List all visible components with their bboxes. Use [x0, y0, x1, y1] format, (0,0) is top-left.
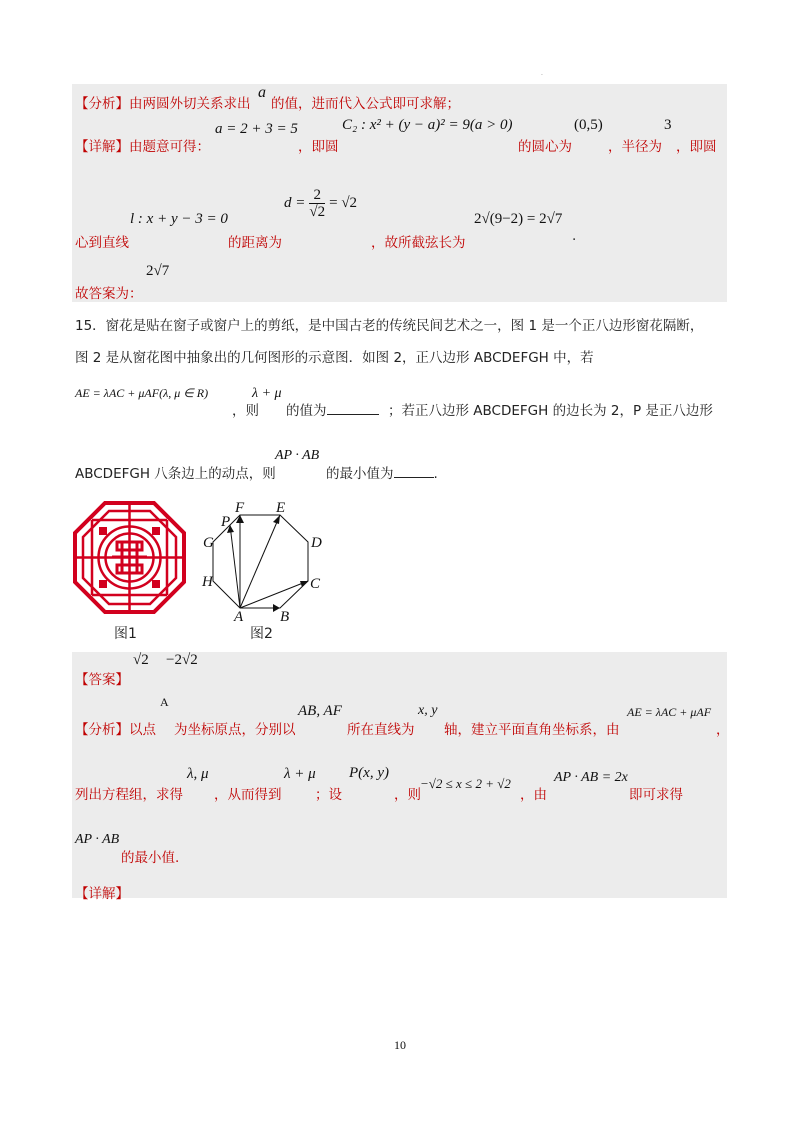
b-text-2: ，从而得到	[214, 787, 282, 803]
dist-fraction	[309, 187, 325, 220]
analysis-15	[75, 718, 156, 738]
center-point: (0,5)	[574, 117, 603, 133]
a-xy: x, y	[418, 703, 438, 718]
a-vec-eq: AE = λAC + μAF	[627, 705, 712, 719]
answer-label-15: 【答案】	[75, 672, 129, 688]
a-text-3: 所在直线为	[347, 722, 415, 738]
problem15-line2: 图 2 是从窗花图中抽象出的几何图形的示意图．如图 2，正八边形 ABCDEFGH 中，若	[75, 350, 594, 366]
vector-equation: AE = λAC + μAF(λ, μ ∈ R)	[75, 386, 209, 400]
period: .	[572, 228, 577, 244]
b-text-6: 即可求得	[629, 787, 683, 803]
answer-1: √2	[133, 652, 149, 668]
a-text-4: 轴，建立平面直角坐标系，由	[444, 722, 620, 738]
circle-equation: C₂ : x² + (y − a)² = 9(a > 0)	[342, 117, 513, 133]
answer-blank-2[interactable]	[394, 465, 434, 478]
detail-14	[75, 135, 210, 155]
eq-a: a = 2 + 3 = 5	[215, 121, 298, 137]
line2-text-1: 心到直线	[75, 235, 129, 251]
b-text-1: 列出方程组，求得	[75, 787, 183, 803]
line2-text-3: ，故所截弦长为	[371, 235, 466, 251]
vertex-b: B	[280, 609, 290, 625]
figure2-caption: 图2	[250, 626, 273, 642]
a-text-1: 以点	[129, 722, 156, 738]
vertex-h: H	[202, 574, 213, 590]
b-lambda-mu: λ, μ	[187, 766, 209, 782]
distance-formula	[284, 187, 357, 220]
figure2-octagon	[200, 498, 330, 630]
analysis-text: 由两圆外切关系求出	[129, 96, 251, 112]
dist-lhs: d =	[284, 195, 306, 211]
vertex-e: E	[276, 500, 286, 516]
b-dot: AP · AB = 2x	[554, 770, 628, 785]
vertex-g: G	[203, 535, 214, 551]
radius: 3	[664, 117, 672, 133]
dot-product: AP · AB	[275, 448, 320, 463]
text-value-label: 的值为	[286, 403, 327, 419]
line2-text-2: 的距离为	[228, 235, 282, 251]
detail-text-2: ，即圆	[298, 139, 339, 155]
analysis-var: a	[258, 84, 266, 101]
b-p: P(x, y)	[349, 765, 389, 781]
vertex-f: F	[235, 500, 245, 516]
b-sum: λ + μ	[284, 766, 316, 782]
end-period: .	[433, 466, 438, 482]
text-min	[326, 462, 438, 482]
analysis-14	[75, 92, 251, 112]
vertex-d: D	[311, 535, 322, 551]
problem15-line1: 15．窗花是贴在窗子或窗户上的剪纸，是中国古老的传统民间艺术之一，图 1 是一个正八边形窗花隔断，	[75, 318, 704, 334]
text-semicolon: ；若正八边形 ABCDEFGH 的边长为 2，P 是正八边形	[388, 403, 713, 419]
a-comma: ，	[716, 722, 730, 738]
b-text-4: ，则	[394, 787, 421, 803]
answer-blank-1[interactable]	[327, 402, 379, 415]
analysis-text-2: 的值，进而代入公式即可求解；	[271, 96, 460, 112]
analysis-label: 【分析】	[75, 96, 129, 112]
lambda-plus-mu: λ + μ	[252, 386, 282, 401]
detail-text-5: ，即圆	[676, 139, 717, 155]
answer-2: −2√2	[166, 652, 198, 668]
problem15-line4: ABCDEFGH 八条边上的动点，则	[75, 466, 276, 482]
text-min-label: 的最小值为	[326, 466, 394, 482]
c-dot: AP · AB	[75, 832, 120, 847]
dist-den: √2	[309, 204, 326, 220]
c-text: 的最小值.	[121, 850, 180, 866]
b-text-3: ；设	[315, 787, 342, 803]
a-text-2: 为坐标原点，分别以	[174, 722, 296, 738]
dist-num: 2	[313, 187, 321, 203]
figure1-caption: 图1	[114, 626, 137, 642]
text-value	[286, 399, 379, 419]
page-number: 10	[394, 1038, 406, 1052]
line-equation: l : x + y − 3 = 0	[130, 211, 228, 227]
a-point: A	[160, 695, 169, 709]
top-dot: .	[541, 70, 543, 77]
detail-text-3: 的圆心为	[518, 139, 572, 155]
vertex-a: A	[234, 609, 244, 625]
text-then: ，则	[232, 403, 259, 419]
detail-label-15: 【详解】	[75, 886, 129, 902]
figure1-window-flower	[72, 500, 187, 630]
vertex-c: C	[310, 576, 321, 592]
analysis-label-15: 【分析】	[75, 722, 129, 738]
detail-text-1: 由题意可得：	[129, 139, 210, 155]
answer-label-14: 故答案为：	[75, 286, 143, 302]
detail-label: 【详解】	[75, 139, 129, 155]
dist-rhs: = √2	[329, 195, 358, 211]
b-text-5: ，由	[520, 787, 547, 803]
chord-length: 2√(9−2) = 2√7	[474, 211, 563, 227]
vertex-p: P	[221, 514, 231, 530]
detail-text-4: ，半径为	[608, 139, 662, 155]
b-range: −√2 ≤ x ≤ 2 + √2	[420, 776, 511, 791]
a-axes: AB, AF	[298, 703, 342, 719]
answer-value-14: 2√7	[146, 263, 170, 279]
